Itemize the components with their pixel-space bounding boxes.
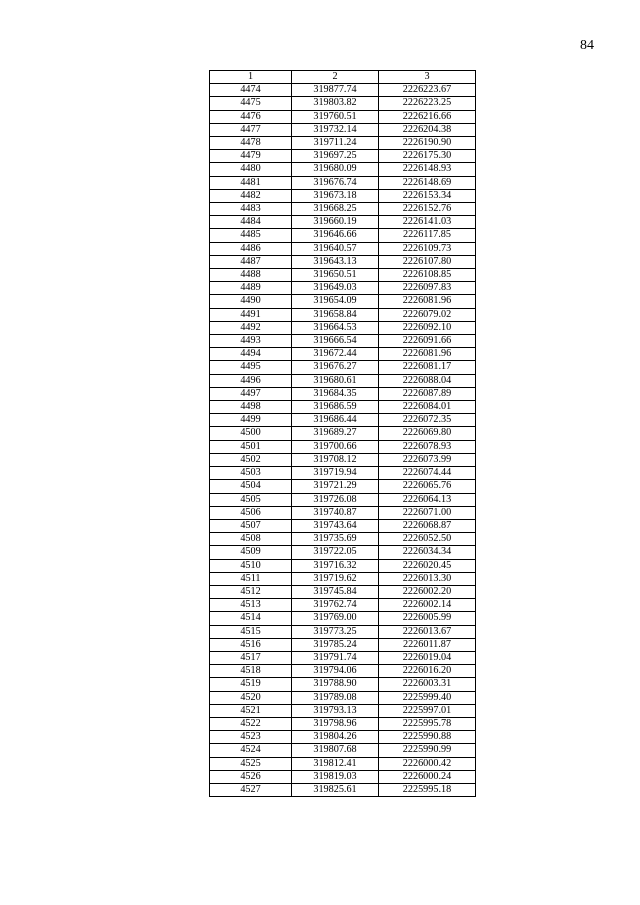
x-coordinate-cell: 319689.27	[292, 427, 379, 440]
point-number-cell: 4517	[210, 651, 292, 664]
point-number-cell: 4485	[210, 229, 292, 242]
x-coordinate-cell: 319803.82	[292, 97, 379, 110]
y-coordinate-cell: 2226079.02	[379, 308, 476, 321]
y-coordinate-cell: 2226088.04	[379, 374, 476, 387]
point-number-cell: 4495	[210, 361, 292, 374]
table-row	[210, 480, 476, 493]
y-coordinate-cell: 2226011.87	[379, 638, 476, 651]
table-row	[210, 585, 476, 598]
point-number-cell: 4492	[210, 321, 292, 334]
x-coordinate-cell: 319700.66	[292, 440, 379, 453]
y-coordinate-cell: 2225997.01	[379, 704, 476, 717]
point-number-cell: 4478	[210, 137, 292, 150]
table-row	[210, 783, 476, 796]
table-row	[210, 757, 476, 770]
y-coordinate-cell: 2226013.67	[379, 625, 476, 638]
table-row	[210, 84, 476, 97]
table-row	[210, 335, 476, 348]
table-row	[210, 414, 476, 427]
column-header-3: 3	[379, 71, 476, 84]
x-coordinate-cell: 319680.61	[292, 374, 379, 387]
y-coordinate-cell: 2225999.40	[379, 691, 476, 704]
x-coordinate-cell: 319719.94	[292, 467, 379, 480]
point-number-cell: 4519	[210, 678, 292, 691]
point-number-cell: 4510	[210, 559, 292, 572]
table-row	[210, 123, 476, 136]
table-row	[210, 467, 476, 480]
point-number-cell: 4474	[210, 84, 292, 97]
table-row	[210, 612, 476, 625]
y-coordinate-cell: 2226108.85	[379, 269, 476, 282]
point-number-cell: 4498	[210, 401, 292, 414]
x-coordinate-cell: 319684.35	[292, 387, 379, 400]
point-number-cell: 4494	[210, 348, 292, 361]
table-row	[210, 427, 476, 440]
table-header-row	[210, 71, 476, 84]
y-coordinate-cell: 2226072.35	[379, 414, 476, 427]
table-row	[210, 97, 476, 110]
point-number-cell: 4508	[210, 533, 292, 546]
y-coordinate-cell: 2226013.30	[379, 572, 476, 585]
x-coordinate-cell: 319650.51	[292, 269, 379, 282]
table-row	[210, 625, 476, 638]
x-coordinate-cell: 319640.57	[292, 242, 379, 255]
y-coordinate-cell: 2226073.99	[379, 453, 476, 466]
y-coordinate-cell: 2226087.89	[379, 387, 476, 400]
y-coordinate-cell: 2226148.69	[379, 176, 476, 189]
y-coordinate-cell: 2226000.24	[379, 770, 476, 783]
x-coordinate-cell: 319676.27	[292, 361, 379, 374]
point-number-cell: 4496	[210, 374, 292, 387]
table-row	[210, 704, 476, 717]
x-coordinate-cell: 319785.24	[292, 638, 379, 651]
x-coordinate-cell: 319658.84	[292, 308, 379, 321]
y-coordinate-cell: 2226204.38	[379, 123, 476, 136]
table-row	[210, 255, 476, 268]
table-row	[210, 453, 476, 466]
x-coordinate-cell: 319660.19	[292, 216, 379, 229]
table-row	[210, 691, 476, 704]
point-number-cell: 4481	[210, 176, 292, 189]
y-coordinate-cell: 2226190.90	[379, 137, 476, 150]
point-number-cell: 4527	[210, 783, 292, 796]
x-coordinate-cell: 319789.08	[292, 691, 379, 704]
y-coordinate-cell: 2226068.87	[379, 519, 476, 532]
y-coordinate-cell: 2226071.00	[379, 506, 476, 519]
table-row	[210, 269, 476, 282]
point-number-cell: 4486	[210, 242, 292, 255]
page-number: 84	[580, 38, 594, 53]
table-body	[210, 84, 476, 797]
y-coordinate-cell: 2226005.99	[379, 612, 476, 625]
table-row	[210, 493, 476, 506]
point-number-cell: 4514	[210, 612, 292, 625]
x-coordinate-cell: 319711.24	[292, 137, 379, 150]
point-number-cell: 4516	[210, 638, 292, 651]
y-coordinate-cell: 2226081.96	[379, 295, 476, 308]
x-coordinate-cell: 319666.54	[292, 335, 379, 348]
x-coordinate-cell: 319668.25	[292, 203, 379, 216]
table-row	[210, 678, 476, 691]
table-row	[210, 387, 476, 400]
point-number-cell: 4497	[210, 387, 292, 400]
y-coordinate-cell: 2226052.50	[379, 533, 476, 546]
point-number-cell: 4487	[210, 255, 292, 268]
point-number-cell: 4513	[210, 599, 292, 612]
x-coordinate-cell: 319672.44	[292, 348, 379, 361]
point-number-cell: 4502	[210, 453, 292, 466]
table-row	[210, 572, 476, 585]
point-number-cell: 4501	[210, 440, 292, 453]
x-coordinate-cell: 319686.59	[292, 401, 379, 414]
x-coordinate-cell: 319791.74	[292, 651, 379, 664]
table-row	[210, 401, 476, 414]
point-number-cell: 4524	[210, 744, 292, 757]
table-row	[210, 770, 476, 783]
x-coordinate-cell: 319793.13	[292, 704, 379, 717]
x-coordinate-cell: 319676.74	[292, 176, 379, 189]
table-row	[210, 203, 476, 216]
point-number-cell: 4507	[210, 519, 292, 532]
table-row	[210, 374, 476, 387]
x-coordinate-cell: 319788.90	[292, 678, 379, 691]
point-number-cell: 4526	[210, 770, 292, 783]
table-row	[210, 665, 476, 678]
point-number-cell: 4480	[210, 163, 292, 176]
y-coordinate-cell: 2226141.03	[379, 216, 476, 229]
table-row	[210, 651, 476, 664]
table-row	[210, 519, 476, 532]
x-coordinate-cell: 319807.68	[292, 744, 379, 757]
y-coordinate-cell: 2226109.73	[379, 242, 476, 255]
x-coordinate-cell: 319721.29	[292, 480, 379, 493]
table-row	[210, 321, 476, 334]
y-coordinate-cell: 2226016.20	[379, 665, 476, 678]
point-number-cell: 4506	[210, 506, 292, 519]
x-coordinate-cell: 319646.66	[292, 229, 379, 242]
point-number-cell: 4521	[210, 704, 292, 717]
x-coordinate-cell: 319804.26	[292, 731, 379, 744]
x-coordinate-cell: 319773.25	[292, 625, 379, 638]
table-row	[210, 216, 476, 229]
table-row	[210, 506, 476, 519]
y-coordinate-cell: 2226175.30	[379, 150, 476, 163]
y-coordinate-cell: 2226097.83	[379, 282, 476, 295]
point-number-cell: 4482	[210, 189, 292, 202]
x-coordinate-cell: 319643.13	[292, 255, 379, 268]
point-number-cell: 4505	[210, 493, 292, 506]
point-number-cell: 4493	[210, 335, 292, 348]
x-coordinate-cell: 319716.32	[292, 559, 379, 572]
table-row	[210, 361, 476, 374]
x-coordinate-cell: 319726.08	[292, 493, 379, 506]
x-coordinate-cell: 319735.69	[292, 533, 379, 546]
x-coordinate-cell: 319740.87	[292, 506, 379, 519]
point-number-cell: 4503	[210, 467, 292, 480]
y-coordinate-cell: 2226020.45	[379, 559, 476, 572]
table-row	[210, 744, 476, 757]
table-row	[210, 308, 476, 321]
table-row	[210, 731, 476, 744]
y-coordinate-cell: 2226000.42	[379, 757, 476, 770]
x-coordinate-cell: 319680.09	[292, 163, 379, 176]
y-coordinate-cell: 2226148.93	[379, 163, 476, 176]
x-coordinate-cell: 319798.96	[292, 717, 379, 730]
y-coordinate-cell: 2226152.76	[379, 203, 476, 216]
point-number-cell: 4522	[210, 717, 292, 730]
table-row	[210, 229, 476, 242]
x-coordinate-cell: 319825.61	[292, 783, 379, 796]
table-row	[210, 163, 476, 176]
y-coordinate-cell: 2226223.25	[379, 97, 476, 110]
point-number-cell: 4500	[210, 427, 292, 440]
point-number-cell: 4523	[210, 731, 292, 744]
point-number-cell: 4499	[210, 414, 292, 427]
y-coordinate-cell: 2226034.34	[379, 546, 476, 559]
table-row	[210, 282, 476, 295]
y-coordinate-cell: 2226216.66	[379, 110, 476, 123]
y-coordinate-cell: 2226107.80	[379, 255, 476, 268]
point-number-cell: 4511	[210, 572, 292, 585]
y-coordinate-cell: 2225990.99	[379, 744, 476, 757]
column-header-1: 1	[210, 71, 292, 84]
table-row	[210, 242, 476, 255]
table-row	[210, 137, 476, 150]
point-number-cell: 4525	[210, 757, 292, 770]
x-coordinate-cell: 319664.53	[292, 321, 379, 334]
point-number-cell: 4479	[210, 150, 292, 163]
table-row	[210, 440, 476, 453]
x-coordinate-cell: 319673.18	[292, 189, 379, 202]
x-coordinate-cell: 319812.41	[292, 757, 379, 770]
y-coordinate-cell: 2226084.01	[379, 401, 476, 414]
point-number-cell: 4483	[210, 203, 292, 216]
y-coordinate-cell: 2226003.31	[379, 678, 476, 691]
x-coordinate-cell: 319877.74	[292, 84, 379, 97]
x-coordinate-cell: 319769.00	[292, 612, 379, 625]
point-number-cell: 4515	[210, 625, 292, 638]
table-row	[210, 150, 476, 163]
y-coordinate-cell: 2226019.04	[379, 651, 476, 664]
y-coordinate-cell: 2226065.76	[379, 480, 476, 493]
point-number-cell: 4491	[210, 308, 292, 321]
y-coordinate-cell: 2226081.17	[379, 361, 476, 374]
y-coordinate-cell: 2226223.67	[379, 84, 476, 97]
coordinates-table	[209, 70, 476, 797]
x-coordinate-cell: 319760.51	[292, 110, 379, 123]
point-number-cell: 4475	[210, 97, 292, 110]
table-row	[210, 638, 476, 651]
point-number-cell: 4504	[210, 480, 292, 493]
x-coordinate-cell: 319697.25	[292, 150, 379, 163]
x-coordinate-cell: 319649.03	[292, 282, 379, 295]
table-row	[210, 717, 476, 730]
x-coordinate-cell: 319732.14	[292, 123, 379, 136]
x-coordinate-cell: 319708.12	[292, 453, 379, 466]
point-number-cell: 4488	[210, 269, 292, 282]
y-coordinate-cell: 2226153.34	[379, 189, 476, 202]
y-coordinate-cell: 2226081.96	[379, 348, 476, 361]
y-coordinate-cell: 2226091.66	[379, 335, 476, 348]
table-row	[210, 533, 476, 546]
x-coordinate-cell: 319686.44	[292, 414, 379, 427]
point-number-cell: 4518	[210, 665, 292, 678]
table-row	[210, 546, 476, 559]
table-row	[210, 110, 476, 123]
y-coordinate-cell: 2226074.44	[379, 467, 476, 480]
x-coordinate-cell: 319743.64	[292, 519, 379, 532]
point-number-cell: 4509	[210, 546, 292, 559]
point-number-cell: 4490	[210, 295, 292, 308]
x-coordinate-cell: 319794.06	[292, 665, 379, 678]
x-coordinate-cell: 319819.03	[292, 770, 379, 783]
x-coordinate-cell: 319762.74	[292, 599, 379, 612]
x-coordinate-cell: 319722.05	[292, 546, 379, 559]
table-row	[210, 559, 476, 572]
y-coordinate-cell: 2226078.93	[379, 440, 476, 453]
y-coordinate-cell: 2226002.14	[379, 599, 476, 612]
y-coordinate-cell: 2225995.18	[379, 783, 476, 796]
point-number-cell: 4477	[210, 123, 292, 136]
table-row	[210, 176, 476, 189]
y-coordinate-cell: 2226092.10	[379, 321, 476, 334]
y-coordinate-cell: 2225990.88	[379, 731, 476, 744]
point-number-cell: 4489	[210, 282, 292, 295]
y-coordinate-cell: 2225995.78	[379, 717, 476, 730]
table-row	[210, 295, 476, 308]
x-coordinate-cell: 319654.09	[292, 295, 379, 308]
y-coordinate-cell: 2226002.20	[379, 585, 476, 598]
point-number-cell: 4484	[210, 216, 292, 229]
column-header-2: 2	[292, 71, 379, 84]
point-number-cell: 4520	[210, 691, 292, 704]
y-coordinate-cell: 2226117.85	[379, 229, 476, 242]
table-row	[210, 599, 476, 612]
x-coordinate-cell: 319719.62	[292, 572, 379, 585]
point-number-cell: 4512	[210, 585, 292, 598]
point-number-cell: 4476	[210, 110, 292, 123]
y-coordinate-cell: 2226064.13	[379, 493, 476, 506]
x-coordinate-cell: 319745.84	[292, 585, 379, 598]
table-row	[210, 189, 476, 202]
y-coordinate-cell: 2226069.80	[379, 427, 476, 440]
table-row	[210, 348, 476, 361]
